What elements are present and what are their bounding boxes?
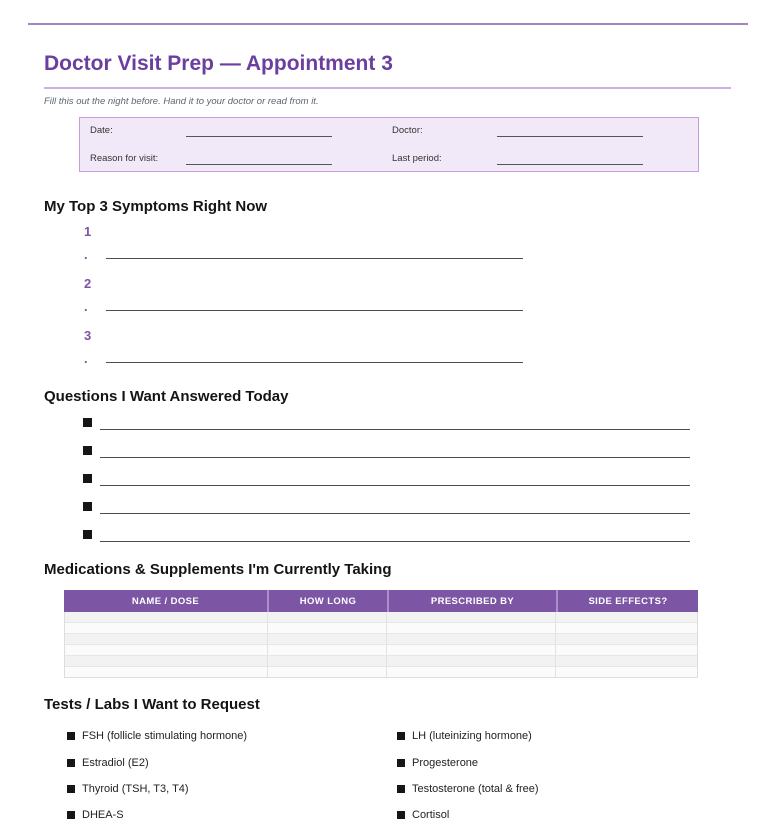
top-divider	[28, 23, 748, 25]
table-cell	[555, 612, 697, 622]
checkbox-square-icon	[397, 785, 405, 793]
section-heading-symptoms: My Top 3 Symptoms Right Now	[44, 198, 268, 215]
table-cell	[555, 623, 697, 633]
table-cell	[267, 667, 387, 677]
table-cell	[65, 656, 267, 666]
table-cell	[267, 656, 387, 666]
symptom-blank-line	[106, 310, 523, 311]
test-item-label: Cortisol	[412, 808, 450, 821]
square-bullet-icon	[83, 530, 92, 539]
test-item-label: Estradiol (E2)	[82, 756, 149, 769]
page-title: Doctor Visit Prep — Appointment 3	[44, 52, 393, 75]
table-cell	[555, 667, 697, 677]
table-cell	[65, 623, 267, 633]
last-period-blank-line	[497, 164, 643, 165]
checkbox-square-icon	[397, 811, 405, 819]
table-cell	[555, 645, 697, 655]
question-blank-line	[100, 513, 690, 514]
table-cell	[65, 645, 267, 655]
symptom-blank-row-2	[84, 299, 523, 314]
checkbox-square-icon	[67, 811, 75, 819]
symptom-number-2: 2	[84, 276, 92, 291]
square-bullet-icon	[83, 446, 92, 455]
test-item-progesterone	[397, 756, 478, 769]
square-bullet-icon	[83, 502, 92, 511]
reason-for-visit-label: Reason for visit:	[90, 153, 159, 164]
symptom-blank-row-3	[84, 351, 523, 366]
section-heading-tests: Tests / Labs I Want to Request	[44, 696, 260, 713]
section-heading-questions: Questions I Want Answered Today	[44, 388, 289, 405]
test-item-label: LH (luteinizing hormone)	[412, 729, 532, 742]
doctor-blank-line	[497, 136, 643, 137]
reason-blank-line	[186, 164, 332, 165]
square-bullet-icon	[83, 474, 92, 483]
symptom-number-1: 1	[84, 224, 92, 239]
symptom-list-dot: .	[84, 247, 88, 262]
symptom-number-3: 3	[84, 328, 92, 343]
question-blank-line	[100, 457, 690, 458]
table-cell	[555, 634, 697, 644]
table-cell	[65, 667, 267, 677]
question-blank-row	[83, 416, 690, 430]
question-blank-line	[100, 485, 690, 486]
section-heading-medications: Medications & Supplements I'm Currently Taking	[44, 561, 392, 578]
test-item-dhea-s	[67, 808, 124, 821]
test-item-fsh	[67, 729, 247, 742]
column-header-prescribed-by: PRESCRIBED BY	[387, 590, 556, 612]
checkbox-square-icon	[67, 759, 75, 767]
medications-table-header-row	[64, 590, 698, 612]
question-blank-row	[83, 500, 690, 514]
checkbox-square-icon	[67, 785, 75, 793]
table-cell	[555, 656, 697, 666]
symptom-blank-row-1	[84, 247, 523, 262]
question-blank-row	[83, 528, 690, 542]
symptom-list-dot: .	[84, 299, 88, 314]
table-cell	[65, 612, 267, 622]
title-underline	[44, 87, 731, 89]
date-blank-line	[186, 136, 332, 137]
table-cell	[267, 645, 387, 655]
checkbox-square-icon	[397, 732, 405, 740]
table-cell	[267, 612, 387, 622]
test-item-label: Progesterone	[412, 756, 479, 769]
test-item-label: DHEA-S	[82, 808, 124, 821]
question-blank-line	[100, 541, 690, 542]
square-bullet-icon	[83, 418, 92, 427]
test-item-thyroid	[67, 782, 189, 795]
table-cell	[386, 623, 555, 633]
table-cell	[386, 656, 555, 666]
checkbox-square-icon	[67, 732, 75, 740]
table-empty-row	[65, 612, 697, 622]
test-item-lh	[397, 729, 532, 742]
symptom-blank-line	[106, 362, 523, 363]
table-empty-row	[65, 666, 697, 677]
question-blank-row	[83, 444, 690, 458]
table-cell	[386, 645, 555, 655]
test-item-estradiol	[67, 756, 149, 769]
test-item-label: Thyroid (TSH, T3, T4)	[82, 782, 189, 795]
symptom-list-dot: .	[84, 351, 88, 366]
symptom-blank-line	[106, 258, 523, 259]
table-empty-row	[65, 622, 697, 633]
doctor-label: Doctor:	[392, 125, 423, 136]
medications-table-body	[64, 612, 698, 678]
test-item-testosterone	[397, 782, 539, 795]
table-empty-row	[65, 633, 697, 644]
medications-table	[64, 590, 698, 678]
last-period-label: Last period:	[392, 153, 442, 164]
question-blank-line	[100, 429, 690, 430]
test-item-cortisol	[397, 808, 449, 821]
intro-note: Fill this out the night before. Hand it to your doctor or read from it.	[44, 96, 319, 107]
table-cell	[65, 634, 267, 644]
date-label: Date:	[90, 125, 113, 136]
table-cell	[386, 634, 555, 644]
test-item-label: FSH (follicle stimulating hormone)	[82, 729, 248, 742]
question-blank-row	[83, 472, 690, 486]
table-cell	[386, 612, 555, 622]
column-header-name-dose: NAME / DOSE	[131, 595, 200, 607]
table-cell	[267, 634, 387, 644]
column-header-side-effects: SIDE EFFECTS?	[556, 590, 698, 612]
table-empty-row	[65, 644, 697, 655]
visit-info-box	[79, 117, 699, 172]
checkbox-square-icon	[397, 759, 405, 767]
test-item-label: Testosterone (total & free)	[412, 782, 539, 795]
table-cell	[267, 623, 387, 633]
table-cell	[386, 667, 555, 677]
column-header-how-long: HOW LONG	[267, 590, 387, 612]
table-empty-row	[65, 655, 697, 666]
